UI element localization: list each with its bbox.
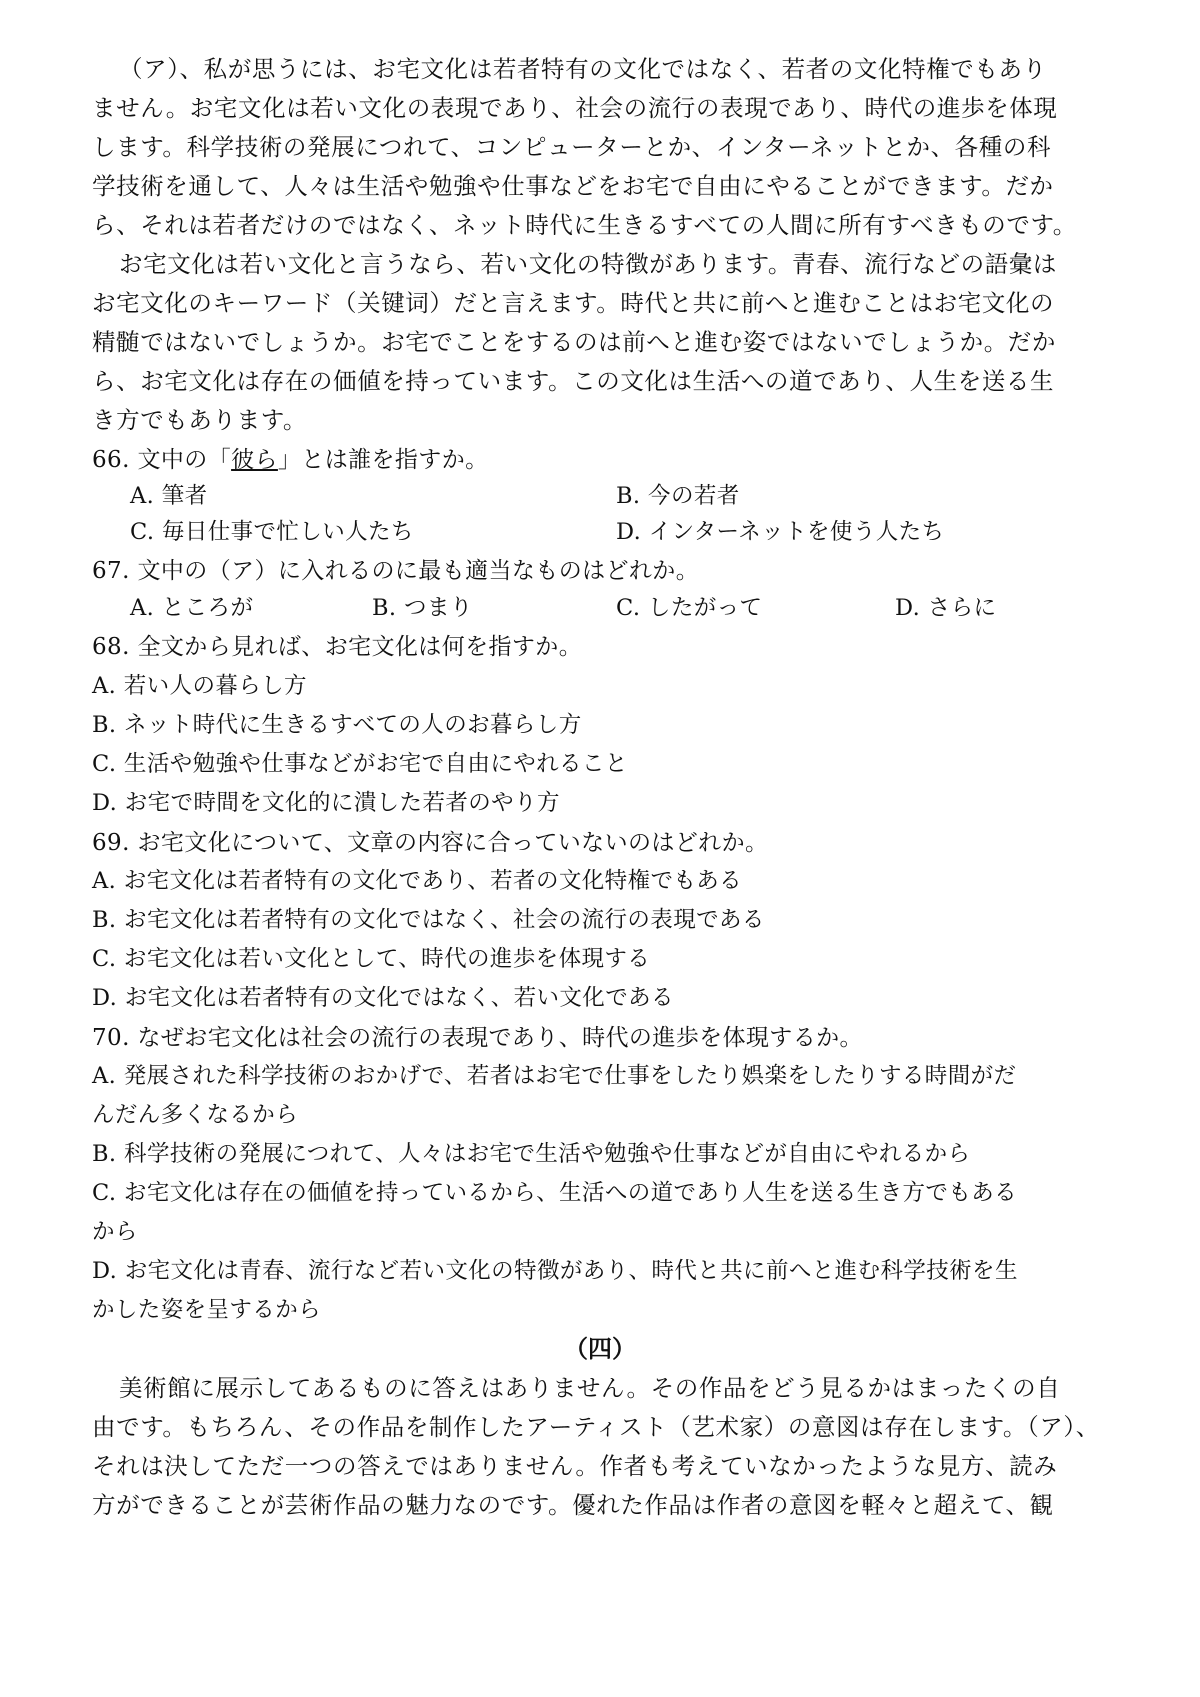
question-70-option-a-cont: んだん多くなるから [92, 1102, 299, 1128]
passage-line-10: き方でもあります。 [92, 406, 308, 434]
question-68-stem: 68. 全文から見れば、お宅文化は何を指すか。 [92, 634, 583, 660]
passage-line-1: （ア）、私が思うには、お宅文化は若者特有の文化ではなく、若者の文化特権でもあり [119, 55, 1047, 83]
question-70-option-b: B. 科学技術の発展につれて、人々はお宅で生活や勉強や仕事などが自由にやれるから [92, 1141, 971, 1167]
question-67-option-a: A. ところが [130, 595, 254, 621]
passage-line-8: 精髄ではないでしょうか。お宅でことをするのは前へと進む姿ではないでしょうか。だか [92, 328, 1056, 356]
question-70-option-d: D. お宅文化は青春、流行など若い文化の特徴があり、時代と共に前へと進む科学技術を生 [92, 1258, 1018, 1284]
question-68-option-d: D. お宅で時間を文化的に潰した若者のやり方 [92, 790, 560, 816]
question-66-stem-prefix: 66. 文中の「 [92, 447, 232, 473]
question-70-option-d-cont: かした姿を呈するから [92, 1297, 322, 1323]
section-4-line-1: 美術館に展示してあるものに答えはありません。その作品をどう見るかはまったくの自 [119, 1374, 1061, 1402]
question-68-option-a: A. 若い人の暮らし方 [92, 673, 307, 699]
question-69-option-c: C. お宅文化は若い文化として、時代の進歩を体現する [92, 946, 651, 972]
question-69-stem: 69. お宅文化について、文章の内容に合っていないのはどれか。 [92, 830, 769, 856]
passage-line-6: お宅文化は若い文化と言うなら、若い文化の特徴があります。青春、流行などの語彙は [119, 250, 1058, 278]
passage-line-9: ら、お宅文化は存在の価値を持っています。この文化は生活への道であり、人生を送る生 [92, 367, 1055, 395]
question-69-option-b: B. お宅文化は若者特有の文化ではなく、社会の流行の表現である [92, 907, 765, 933]
section-4-line-3: それは決してただ一つの答えではありません。作者も考えていなかったような見方、読み [92, 1452, 1058, 1480]
section-4-line-2: 由です。もちろん、その作品を制作したアーティスト（艺术家）の意図は存在します。（ア）、 [92, 1413, 1100, 1441]
passage-line-2: ません。お宅文化は若い文化の表現であり、社会の流行の表現であり、時代の進歩を体現 [92, 94, 1058, 122]
question-66-stem-suffix: 」とは誰を指すか。 [277, 447, 489, 473]
question-66-option-a: A. 筆者 [130, 483, 208, 509]
question-69-option-a: A. お宅文化は若者特有の文化であり、若者の文化特権でもある [92, 868, 743, 894]
question-67-option-d: D. さらに [895, 595, 997, 621]
question-66-option-d: D. インターネットを使う人たち [616, 519, 945, 545]
question-66 [92, 441, 489, 479]
question-68-option-c: C. 生活や勉強や仕事などがお宅で自由にやれること [92, 751, 628, 777]
question-67-stem: 67. 文中の（ア）に入れるのに最も適当なものはどれか。 [92, 558, 700, 584]
question-66-option-b: B. 今の若者 [616, 483, 740, 509]
question-66-underlined-term: 彼ら [231, 447, 278, 473]
passage-line-4: 学技術を通して、人々は生活や勉強や仕事などをお宅で自由にやることができます。だか [92, 172, 1054, 200]
question-70-option-c-cont: から [92, 1219, 138, 1245]
passage-line-7: お宅文化のキーワード（关键词）だと言えます。時代と共に前へと進むことはお宅文化の [92, 289, 1055, 317]
section-4-title: （四） [564, 1334, 636, 1363]
question-67-option-b: B. つまり [372, 595, 473, 621]
question-70-option-a: A. 発展された科学技術のおかげで、若者はお宅で仕事をしたり娯楽をしたりする時間がだ [92, 1063, 1017, 1089]
question-67-option-c: C. したがって [616, 595, 763, 621]
question-70-stem: 70. なぜお宅文化は社会の流行の表現であり、時代の進歩を体現するか。 [92, 1025, 863, 1051]
question-66-option-c: C. 毎日仕事で忙しい人たち [130, 519, 414, 545]
passage-line-5: ら、それは若者だけのではなく、ネット時代に生きるすべての人間に所有すべきものです。 [92, 211, 1077, 239]
question-68-option-b: B. ネット時代に生きるすべての人のお暮らし方 [92, 712, 582, 738]
question-69-option-d: D. お宅文化は若者特有の文化ではなく、若い文化である [92, 985, 674, 1011]
section-4-line-4: 方ができることが芸術作品の魅力なのです。優れた作品は作者の意図を軽々と超えて、観 [92, 1491, 1054, 1519]
question-70-option-c: C. お宅文化は存在の価値を持っているから、生活への道であり人生を送る生き方でもある [92, 1180, 1018, 1206]
passage-line-3: します。科学技術の発展につれて、コンピューターとか、インターネットとか、各種の科 [92, 133, 1052, 161]
